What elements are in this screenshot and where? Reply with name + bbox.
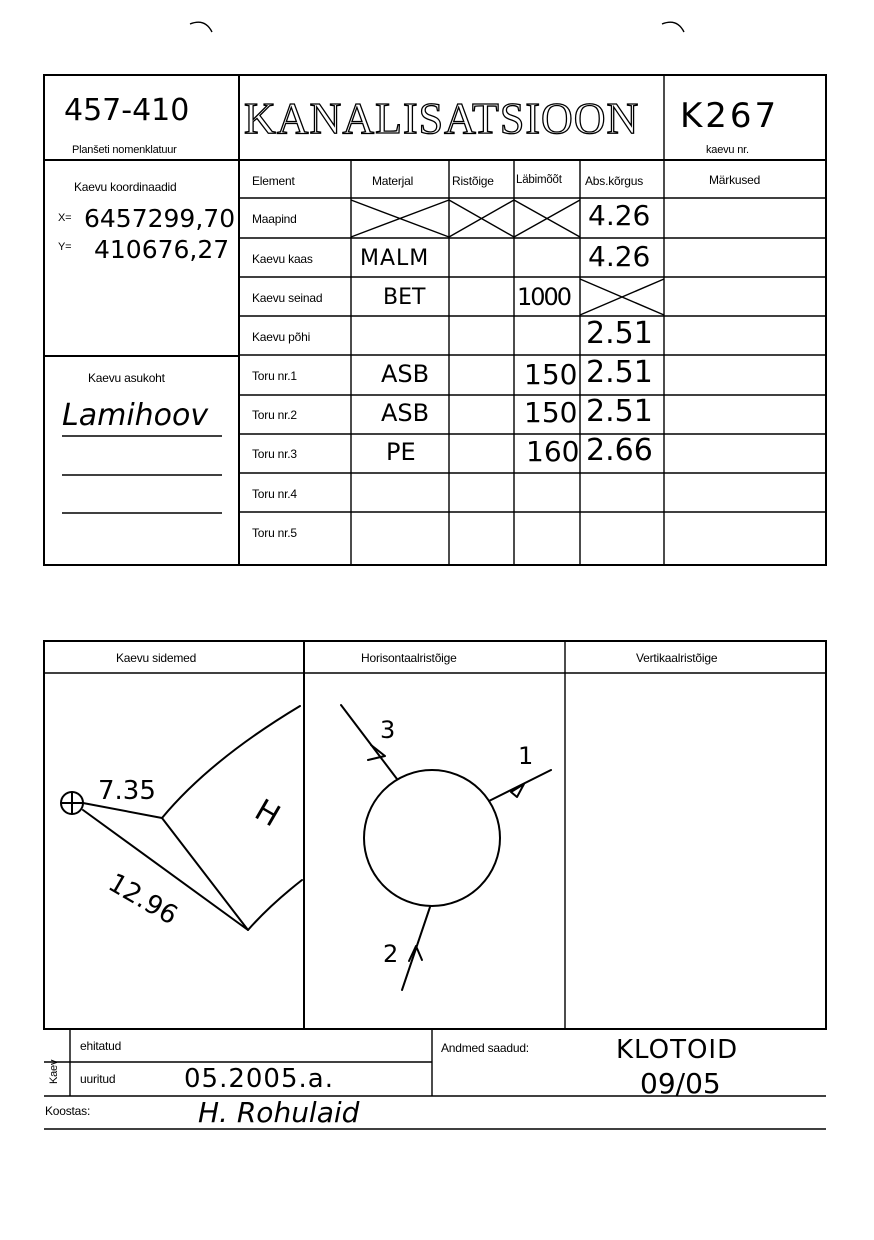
table-row-element: Toru nr.4: [252, 487, 297, 501]
table-row-elevation: 4.26: [588, 240, 651, 273]
table-row-material: ASB: [381, 399, 430, 427]
header-diameter: Läbimõõt: [516, 174, 562, 186]
location-label: Kaevu asukoht: [88, 371, 165, 385]
table-row-element: Toru nr.2: [252, 408, 297, 422]
table-row-diameter: 160: [526, 435, 580, 468]
table-row-element: Toru nr.1: [252, 369, 297, 383]
table-row-element: Kaevu põhi: [252, 330, 311, 344]
data-received-source: KLOTOID: [616, 1035, 739, 1065]
coordinates-label: Kaevu koordinaadid: [74, 180, 177, 194]
header-cross-section: Ristõige: [452, 174, 494, 188]
header-elevation: Abs.kõrgus: [585, 174, 644, 188]
table-row-element: Maapind: [252, 212, 297, 226]
data-received-label: Andmed saadud:: [441, 1041, 529, 1055]
tie-distance-1: 7.35: [98, 776, 156, 806]
table-row-elevation: 2.51: [586, 394, 653, 429]
table-row-material: BET: [383, 285, 426, 310]
data-received-date: 09/05: [640, 1067, 721, 1100]
tie-distance-2: 12.96: [103, 868, 183, 932]
nomenclature-value: 457-410: [64, 93, 190, 128]
table-row-elevation: 2.51: [586, 355, 653, 390]
well-side-label: Kaev: [48, 1059, 60, 1084]
header-well-ties: Kaevu sidemed: [116, 651, 197, 665]
table-row-elevation: 2.51: [586, 316, 653, 351]
table-row-diameter: 150: [524, 358, 578, 391]
table-row-material: MALM: [360, 246, 430, 271]
measured-label: uuritud: [80, 1072, 116, 1086]
y-prefix: Y=: [58, 241, 72, 253]
compiled-label: Koostas:: [45, 1104, 91, 1118]
table-row-material: PE: [386, 438, 416, 466]
table-row-elevation: 4.26: [588, 199, 651, 232]
y-coordinate: 410676,27: [94, 235, 230, 264]
header-vertical-section: Vertikaalristõige: [636, 651, 718, 665]
pipe-label-1: 1: [518, 742, 534, 770]
pipe-label-2: 2: [383, 940, 399, 968]
table-row-element: Toru nr.5: [252, 526, 297, 540]
table-row-element: Toru nr.3: [252, 447, 297, 461]
nomenclature-label: Planšeti nomenklatuur: [72, 144, 177, 156]
measured-value: 05.2005.a.: [184, 1064, 334, 1094]
document-title: KANALISATSIOON: [244, 94, 640, 143]
built-label: ehitatud: [80, 1039, 122, 1053]
well-number-label: kaevu nr.: [706, 144, 749, 156]
table-row-element: Kaevu kaas: [252, 252, 313, 266]
header-material: Materjal: [372, 174, 414, 188]
header-notes: Märkused: [709, 173, 761, 187]
well-number-value: K267: [680, 96, 780, 136]
table-row-diameter: 150: [524, 396, 578, 429]
header-element: Element: [252, 174, 295, 188]
building-mark: H: [248, 792, 286, 835]
table-row-element: Kaevu seinad: [252, 291, 323, 305]
header-horizontal-section: Horisontaalristõige: [361, 651, 457, 665]
pipe-label-3: 3: [380, 716, 396, 744]
well-circle: [364, 770, 500, 906]
table-row-diameter: 1000: [517, 283, 571, 311]
x-prefix: X=: [58, 212, 72, 224]
table-row-elevation: 2.66: [586, 433, 653, 468]
x-coordinate: 6457299,70: [84, 204, 236, 233]
compiled-value: H. Rohulaid: [198, 1096, 360, 1129]
table-row-material: ASB: [381, 360, 430, 388]
location-value: Lamihoov: [62, 398, 209, 433]
